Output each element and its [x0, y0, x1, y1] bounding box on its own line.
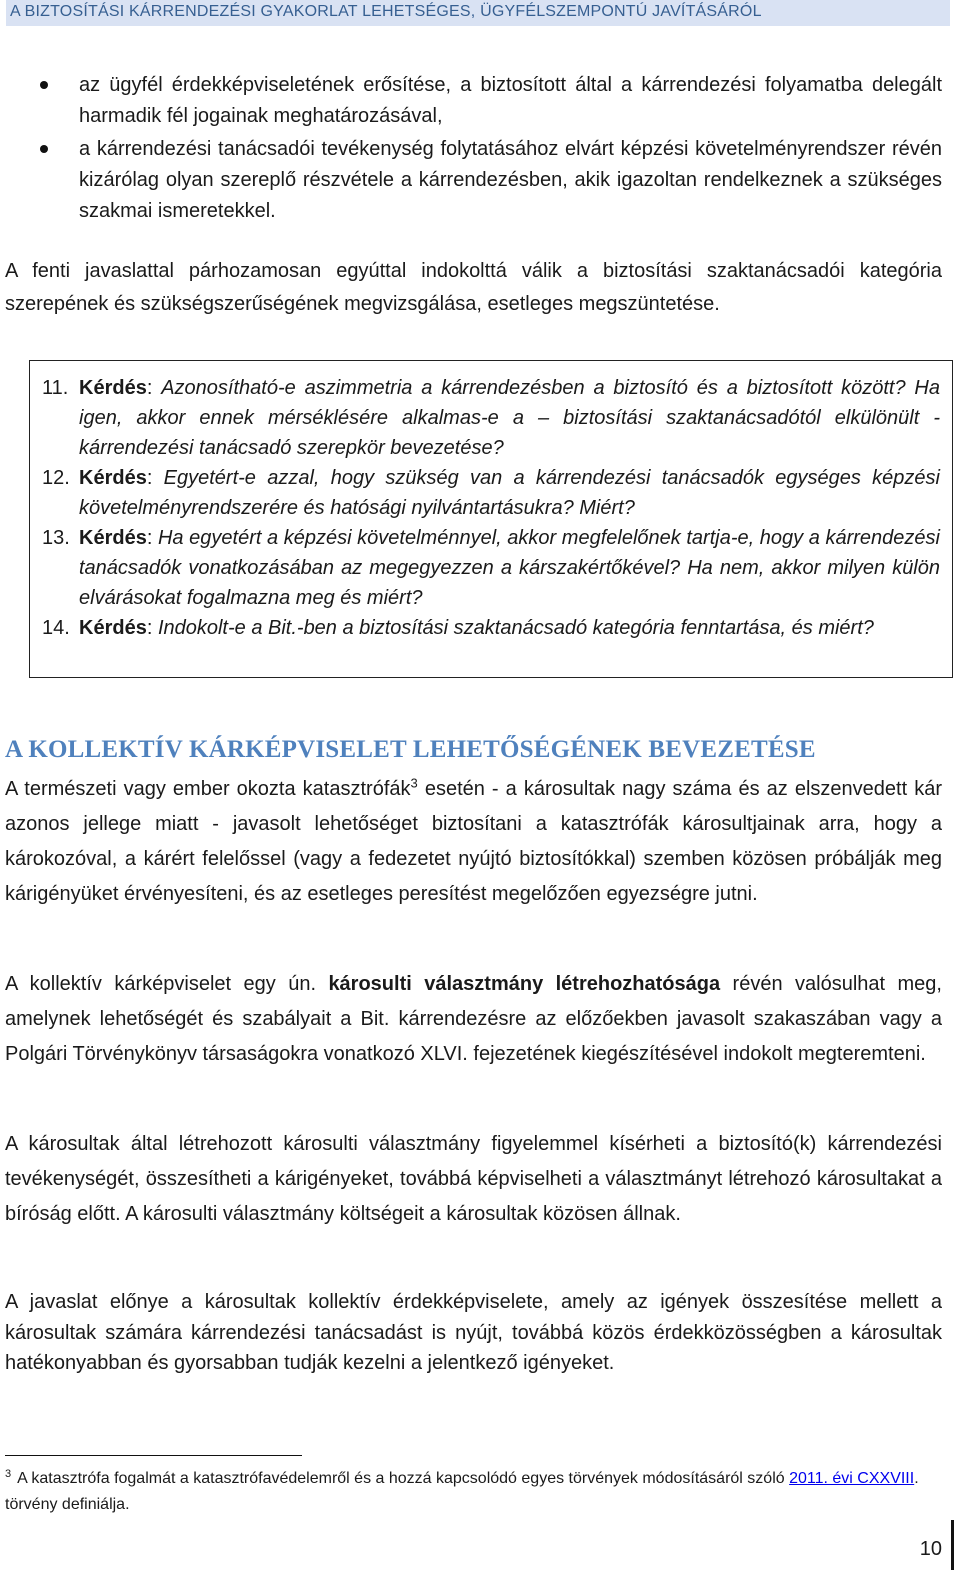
- question-number: 14.: [42, 617, 70, 639]
- question-item: [42, 613, 940, 643]
- footnote-divider: [5, 1455, 302, 1456]
- question-item: [42, 373, 940, 463]
- question-text: Azonosítható-e aszimmetria a kárrendezésben a biztosító és a biztosított között? Ha igen, akkor ennek mérséklésére alkalmas-e a – biztosítási szaktanácsadótól elkülönült - kárrendezési tanácsadó szerepkör bevezetése?: [79, 377, 940, 459]
- question-text: Indokolt-e a Bit.-ben a biztosítási szaktanácsadó kategória fenntartása, és miért?: [157, 617, 874, 639]
- paragraph-text: révén valósulhat meg, amelynek lehetőségét és szabályait a Bit. kárrendezésre az előzőekben javasolt szakaszában vagy a Polgári Törvénykönyv társaságokra vonatkozó XLVI. fejezetének kiegészítésével indokolt megteremteni.: [5, 973, 942, 1065]
- questions-box: [29, 360, 953, 678]
- question-separator: :: [146, 527, 158, 549]
- question-keyword: Kérdés: [79, 377, 147, 399]
- question-keyword: Kérdés: [79, 527, 147, 549]
- footnote-mark: 3: [5, 1467, 12, 1480]
- bullet-dot-icon: [40, 145, 48, 153]
- emphasis-text: károsulti választmány létrehozhatósága: [328, 973, 721, 995]
- footnote: [5, 1466, 942, 1518]
- question-number: 12.: [42, 467, 70, 489]
- question-number: 13.: [42, 527, 70, 549]
- question-separator: :: [146, 617, 158, 639]
- body-paragraph: A károsultak által létrehozott károsulti választmány figyelemmel kísérheti a biztosító(k) kárrendezési tevékenységét, összesítheti a kárigényeket, továbbá képviselheti a választmányt létrehozó károsultakat a bíróság előtt. A károsulti választmány költségeit a károsultak közösen állnak.: [5, 1133, 942, 1225]
- question-item: [42, 523, 940, 613]
- body-paragraph: [5, 967, 942, 1072]
- question-text: Ha egyetért a képzési követelménnyel, akkor megfelelőnek tartja-e, hogy a kárrendezési tanácsadók vonatkozásában az megegyezzen a kárszakértőkével? Ha nem, akkor milyen külön elvárásokat fogalmazna meg és miért?: [79, 527, 940, 609]
- bullet-text: az ügyfél érdekképviseletének erősítése, a biztosított által a kárrendezési folyamatba delegált harmadik fél jogainak meghatározásával,: [79, 74, 942, 127]
- bullet-dot-icon: [40, 81, 48, 89]
- question-separator: :: [146, 467, 164, 489]
- bullet-list: [36, 70, 942, 229]
- footnote-text: . törvény definiálja.: [5, 1470, 919, 1513]
- question-number: 11.: [42, 377, 69, 399]
- questions-list: [42, 373, 940, 643]
- bullet-item: [36, 70, 942, 132]
- paragraph-text: A kollektív kárképviselet egy ún.: [5, 973, 329, 995]
- running-header: A BIZTOSÍTÁSI KÁRRENDEZÉSI GYAKORLAT LEHETSÉGES, ÜGYFÉLSZEMPONTÚ JAVÍTÁSÁRÓL: [6, 0, 950, 26]
- footnote-text: A katasztrófa fogalmát a katasztrófavédelemről és a hozzá kapcsolódó egyes törvények módosításáról szóló: [17, 1470, 790, 1487]
- question-text: Egyetért-e azzal, hogy szükség van a kárrendezési tanácsadók egységes képzési követelményrendszerére és hatósági nyilvántartásukra? Miért?: [79, 467, 940, 519]
- question-keyword: Kérdés: [79, 467, 147, 489]
- paragraph-text: esetén - a károsultak nagy száma és az elszenvedett kár azonos jellege miatt - javasolt lehetőséget biztosítani a katasztrófák károsultjainak arra, hogy a károkozóval, a kárért felelőssel (vagy a fedezetet nyújtó biztosítókkal) szemben közösen próbálják meg kárigényüket érvényesíteni, és az esetleges peresítést megelőzően egyezségre jutni.: [5, 778, 943, 905]
- question-keyword: Kérdés: [79, 617, 147, 639]
- body-paragraph: A javaslat előnye a károsultak kollektív érdekképviselete, amely az igények összesítése mellett a károsultak számára kárrendezési tanácsadást is nyújt, továbbá közös érdekközösségben a károsultak hatékonyabban és gyorsabban tudják kezelni a jelentkező igényeket.: [5, 1291, 942, 1374]
- bullet-text: a kárrendezési tanácsadói tevékenység folytatásához elvárt képzési követelményrendszer révén kizárólag olyan szereplő részvétele a kárrendezésben, akik igazoltan rendelkeznek a szükséges szakmai ismeretekkel.: [79, 138, 942, 222]
- law-reference-link[interactable]: 2011. évi CXXVIII: [789, 1470, 915, 1487]
- body-paragraph: [5, 772, 942, 912]
- page-number: 10: [919, 1538, 942, 1560]
- footnote-reference[interactable]: 3: [410, 775, 418, 791]
- question-item: [42, 463, 940, 523]
- intro-paragraph: A fenti javaslattal párhozamosan egyúttal indokolttá válik a biztosítási szaktanácsadói kategória szerepének és szükségszerűségének megvizsgálása, esetleges megszüntetése.: [5, 260, 942, 315]
- question-separator: :: [146, 377, 162, 399]
- section-heading: A KOLLEKTÍV KÁRKÉPVISELET LEHETŐSÉGÉNEK BEVEZETÉSE: [5, 736, 816, 763]
- paragraph-text: A természeti vagy ember okozta katasztrófák: [5, 778, 411, 800]
- bullet-item: [36, 134, 942, 227]
- page-number-rule: [951, 1520, 954, 1570]
